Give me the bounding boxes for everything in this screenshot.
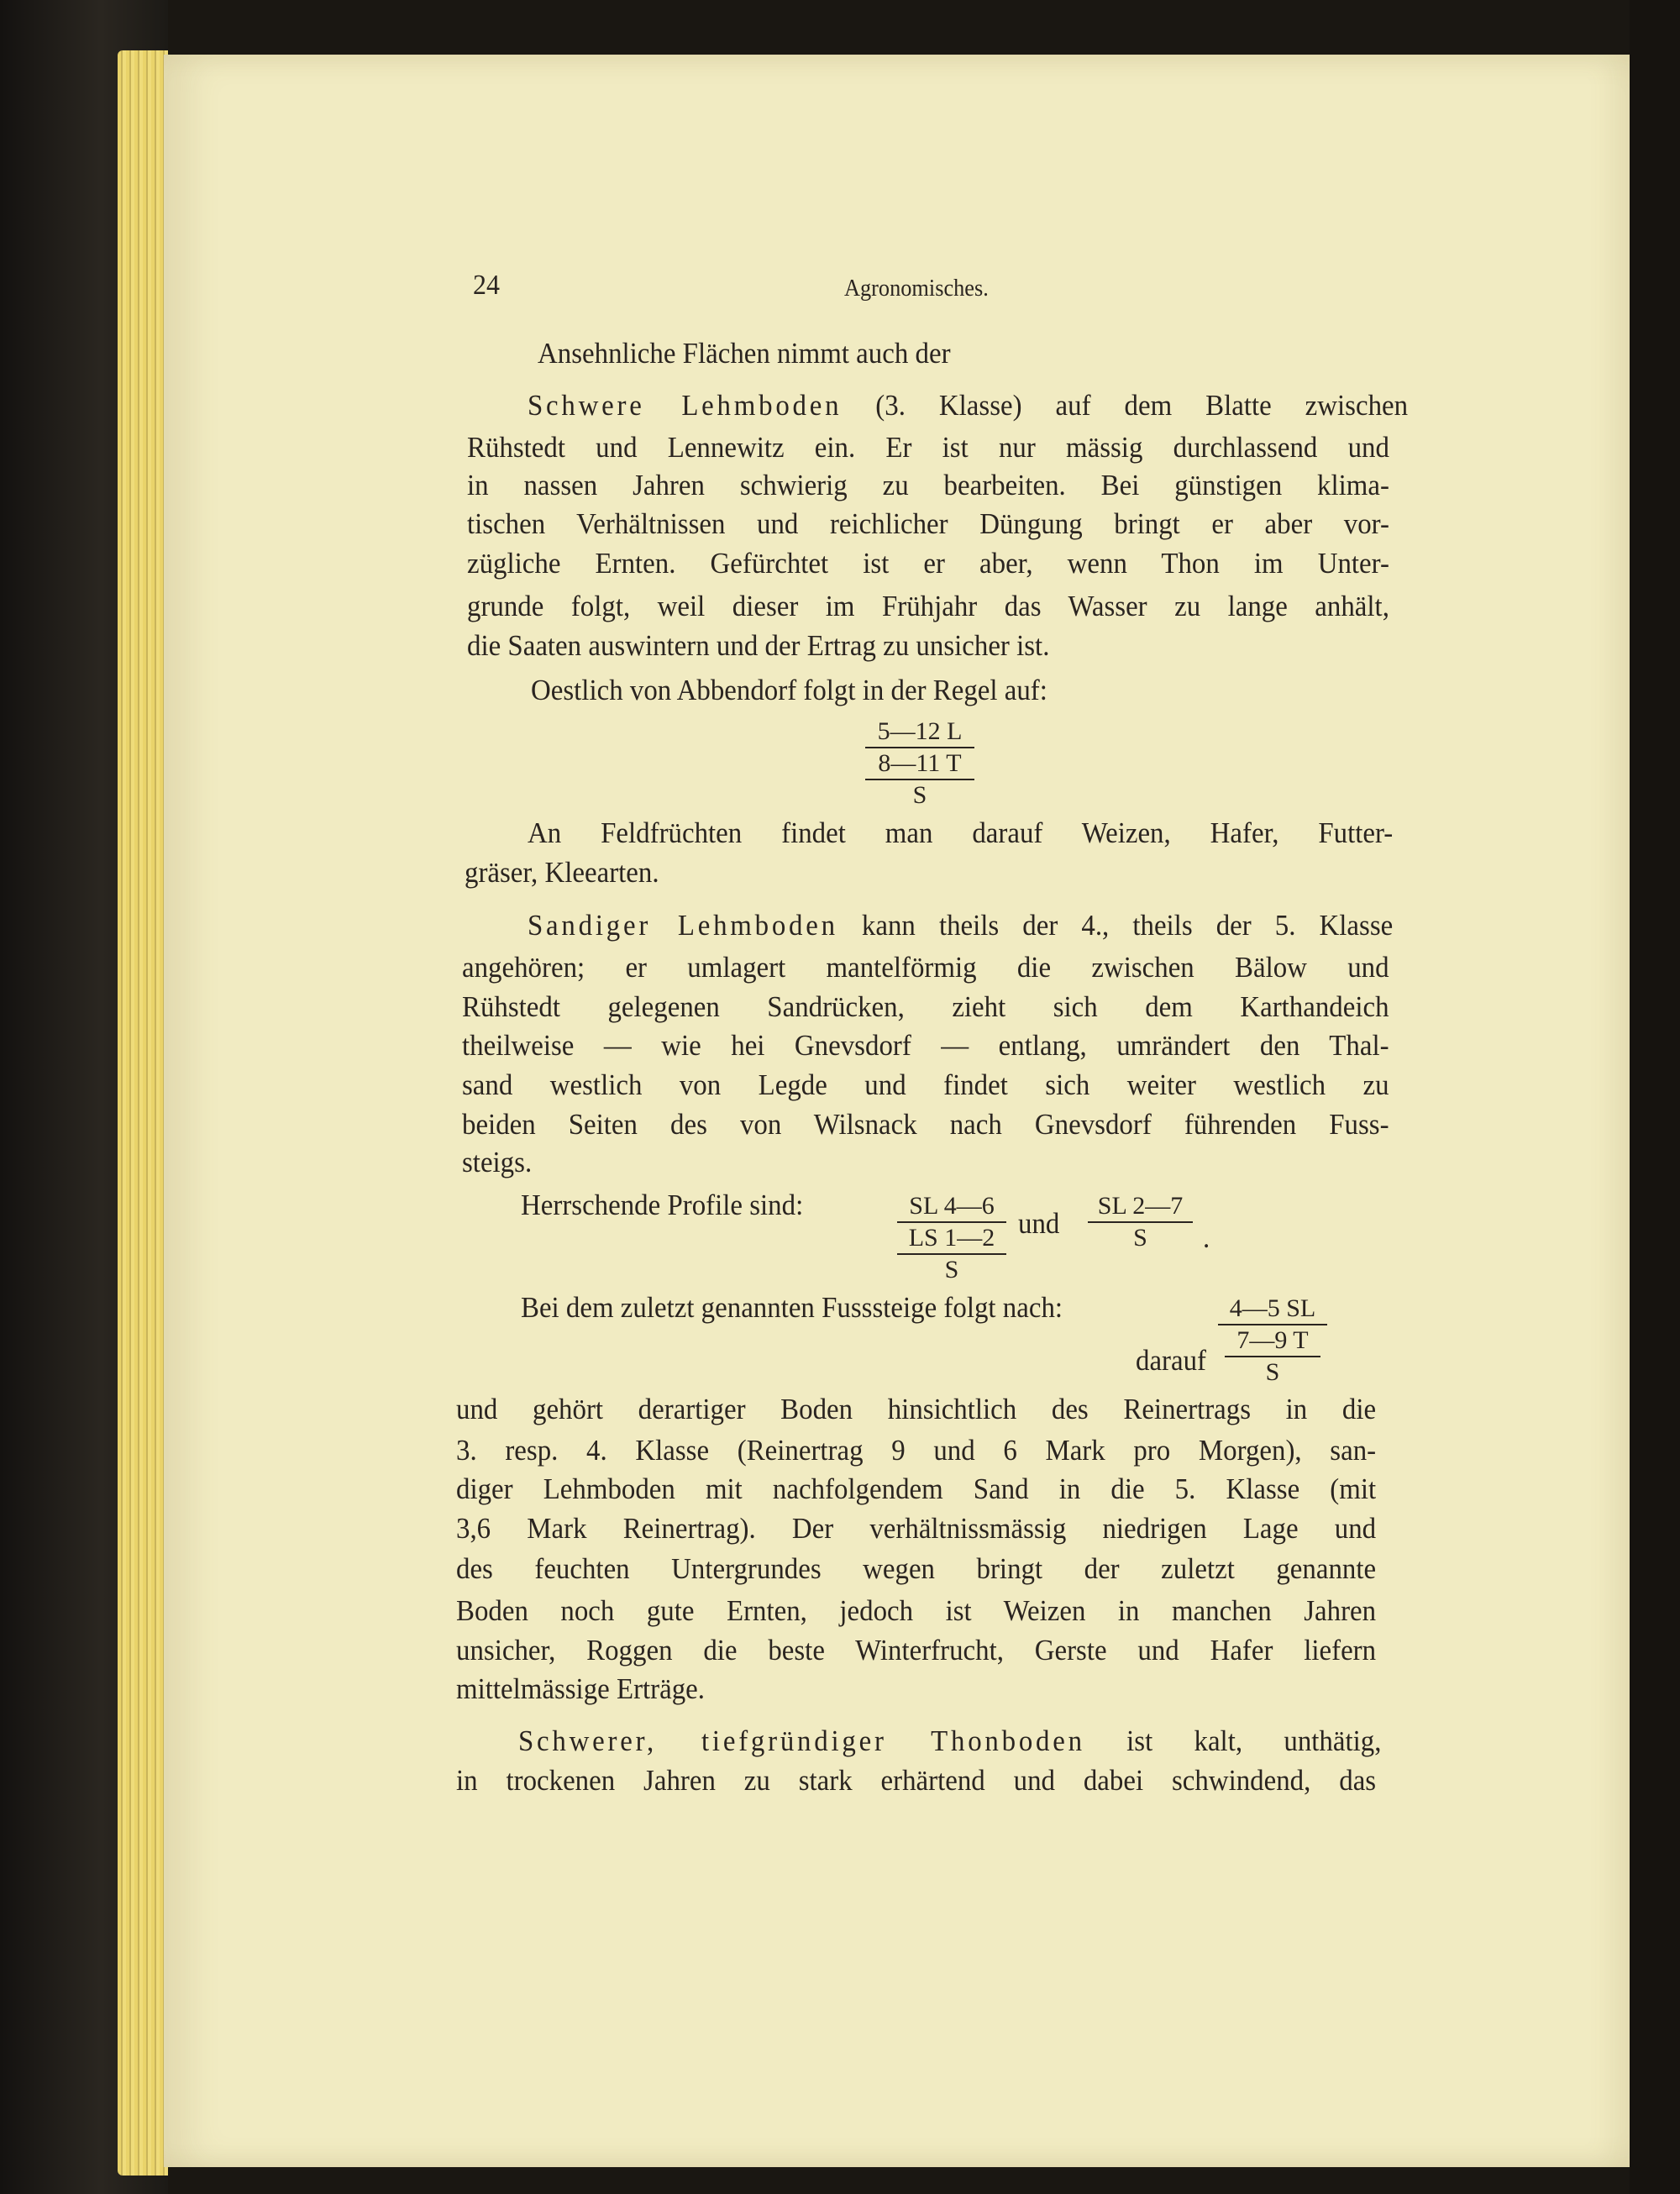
text-line: Ansehnliche Flächen nimmt auch der	[538, 337, 951, 370]
text-line: Oestlich von Abbendorf folgt in der Regel auf:	[531, 674, 1047, 706]
right-background	[1630, 0, 1680, 2194]
text-line: und	[1018, 1207, 1060, 1240]
formula-top: 5—12 L	[877, 717, 963, 745]
formula-bottom: S	[1225, 1356, 1320, 1388]
text-line	[528, 387, 1408, 424]
formula-top: 4—5 SL	[1229, 1294, 1316, 1322]
text-line: zügliche Ernten. Gefürchtet ist er aber, wenn Thon im Unter-	[467, 547, 1389, 580]
formula-bottom: S	[865, 779, 974, 811]
text-line: Rühstedt und Lennewitz ein. Er ist nur mässig durchlassend und	[467, 431, 1389, 464]
text-line: sand westlich von Legde und findet sich weiter westlich zu	[462, 1068, 1389, 1101]
formula-profile-1	[897, 1191, 1006, 1285]
text-line: 3. resp. 4. Klasse (Reinertrag 9 und 6 Mark pro Morgen), san-	[456, 1434, 1377, 1467]
text-line: des feuchten Untergrundes wegen bringt der zuletzt genannte	[456, 1552, 1377, 1585]
text-line: grunde folgt, weil dieser im Frühjahr das Wasser zu lange anhält,	[467, 590, 1389, 622]
formula-abbendorf	[865, 716, 974, 811]
formula-bottom: S	[897, 1253, 1006, 1285]
period: .	[1203, 1221, 1210, 1254]
text-line: unsicher, Roggen die beste Winterfrucht, Gerste und Hafer liefern	[456, 1634, 1377, 1666]
term-sandiger-lehmboden: Sandiger Lehmboden	[528, 909, 838, 942]
text-line: gräser, Kleearten.	[465, 856, 659, 889]
formula-top: SL 2—7	[1097, 1192, 1184, 1220]
formula-top: SL 4—6	[909, 1192, 995, 1220]
text-line	[528, 907, 1393, 944]
formula-bottom: S	[1088, 1221, 1193, 1253]
text-line: tischen Verhältnissen und reichlicher Düngung bringt er aber vor-	[467, 507, 1389, 540]
page-number: 24	[473, 270, 500, 301]
text-span: (3. Klasse) auf dem Blatte zwischen	[875, 389, 1409, 422]
term-thonboden: Schwerer, tiefgründiger Thonboden	[518, 1724, 1085, 1757]
text-line: Rühstedt gelegenen Sandrücken, zieht sich dem Karthandeich	[462, 990, 1389, 1023]
formula-fusssteig	[1218, 1294, 1327, 1388]
text-line: mittelmässige Erträge.	[456, 1672, 706, 1705]
term-schwere-lehmboden: Schwere Lehmboden	[528, 389, 843, 422]
text-line: die Saaten auswintern und der Ertrag zu unsicher ist.	[467, 629, 1050, 662]
text-line: darauf	[1136, 1344, 1207, 1377]
formula-middle: 7—9 T	[1218, 1324, 1327, 1356]
formula-middle: LS 1—2	[897, 1221, 1006, 1253]
formula-profile-2	[1088, 1191, 1193, 1253]
text-line	[518, 1723, 1381, 1760]
text-line: diger Lehmboden mit nachfolgendem Sand in die 5. Klasse (mit	[456, 1472, 1377, 1505]
text-line: in nassen Jahren schwierig zu bearbeiten. Bei günstigen klima-	[467, 469, 1389, 501]
formula-middle: 8—11 T	[865, 747, 974, 779]
text-line: Boden noch gute Ernten, jedoch ist Weizen in manchen Jahren	[456, 1594, 1377, 1627]
page-edges	[118, 50, 168, 2176]
text-line: beiden Seiten des von Wilsnack nach Gnevsdorf führenden Fuss-	[462, 1108, 1389, 1141]
text-span: ist kalt, unthätig,	[1126, 1724, 1382, 1757]
text-line: Herrschende Profile sind:	[521, 1189, 804, 1221]
text-line: in trockenen Jahren zu stark erhärtend und dabei schwindend, das	[456, 1764, 1377, 1797]
text-line: und gehört derartiger Boden hinsichtlich des Reinertrags in die	[456, 1393, 1377, 1425]
text-line: Bei dem zuletzt genannten Fusssteige folgt nach:	[521, 1291, 1063, 1324]
text-line: theilweise — wie hei Gnevsdorf — entlang, umrändert den Thal-	[462, 1029, 1389, 1062]
text-line: 3,6 Mark Reinertrag). Der verhältnissmässig niedrigen Lage und	[456, 1512, 1377, 1545]
text-line: steigs.	[462, 1146, 533, 1178]
text-line: An Feldfrüchten findet man darauf Weizen, Hafer, Futter-	[528, 816, 1394, 849]
text-line: angehören; er umlagert mantelförmig die zwischen Bälow und	[462, 951, 1389, 984]
running-title: Agronomisches.	[844, 276, 989, 302]
text-span: kann theils der 4., theils der 5. Klasse	[861, 909, 1394, 942]
